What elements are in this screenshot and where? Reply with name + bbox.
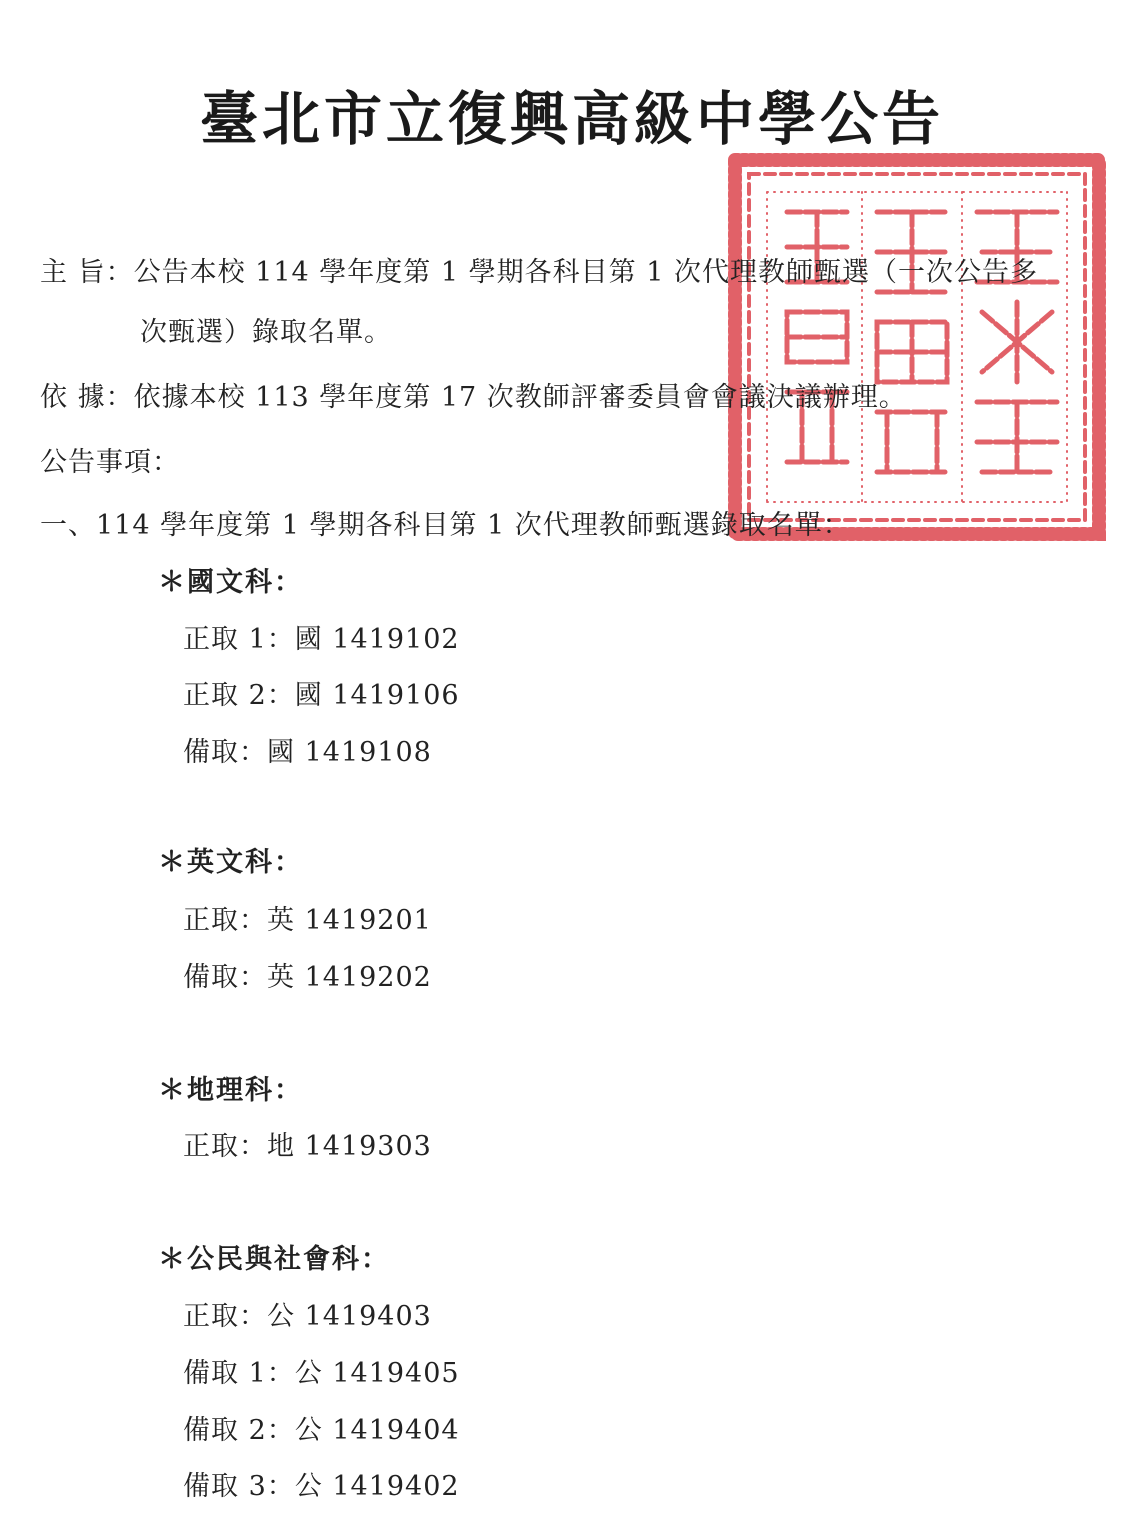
list-item: 正取：地 1419303 xyxy=(183,1131,432,1162)
subject-heading-chinese: ＊國文科： xyxy=(158,567,303,598)
official-seal-stamp xyxy=(727,152,1107,542)
basis-line: 依 據：依據本校 113 學年度第 17 次教師評審委員會會議決議辦理。 xyxy=(40,382,907,413)
page-title: 臺北市立復興高級中學公告 xyxy=(200,85,945,153)
list-item: 備取 2：公 1419404 xyxy=(183,1415,460,1446)
list-item: 正取：英 1419201 xyxy=(183,905,432,936)
subject-line-1: 主 旨：公告本校 114 學年度第 1 學期各科目第 1 次代理教師甄選（一次公告多 xyxy=(40,257,1038,288)
list-item: 正取：公 1419403 xyxy=(183,1301,432,1332)
subject-line-2: 次甄選）錄取名單。 xyxy=(140,317,392,348)
item-one-heading: 一、114 學年度第 1 學期各科目第 1 次代理教師甄選錄取名單： xyxy=(40,510,851,541)
list-item: 備取 3：公 1419402 xyxy=(183,1471,460,1502)
subject-heading-geography: ＊地理科： xyxy=(158,1075,303,1106)
subject-heading-civics: ＊公民與社會科： xyxy=(158,1244,390,1275)
list-item: 正取 1：國 1419102 xyxy=(183,624,460,655)
notice-heading: 公告事項： xyxy=(40,447,180,478)
list-item: 備取 1：公 1419405 xyxy=(183,1358,460,1389)
list-item: 備取：英 1419202 xyxy=(183,962,432,993)
list-item: 備取：國 1419108 xyxy=(183,737,432,768)
subject-heading-english: ＊英文科： xyxy=(158,847,303,878)
list-item: 正取 2：國 1419106 xyxy=(183,680,460,711)
